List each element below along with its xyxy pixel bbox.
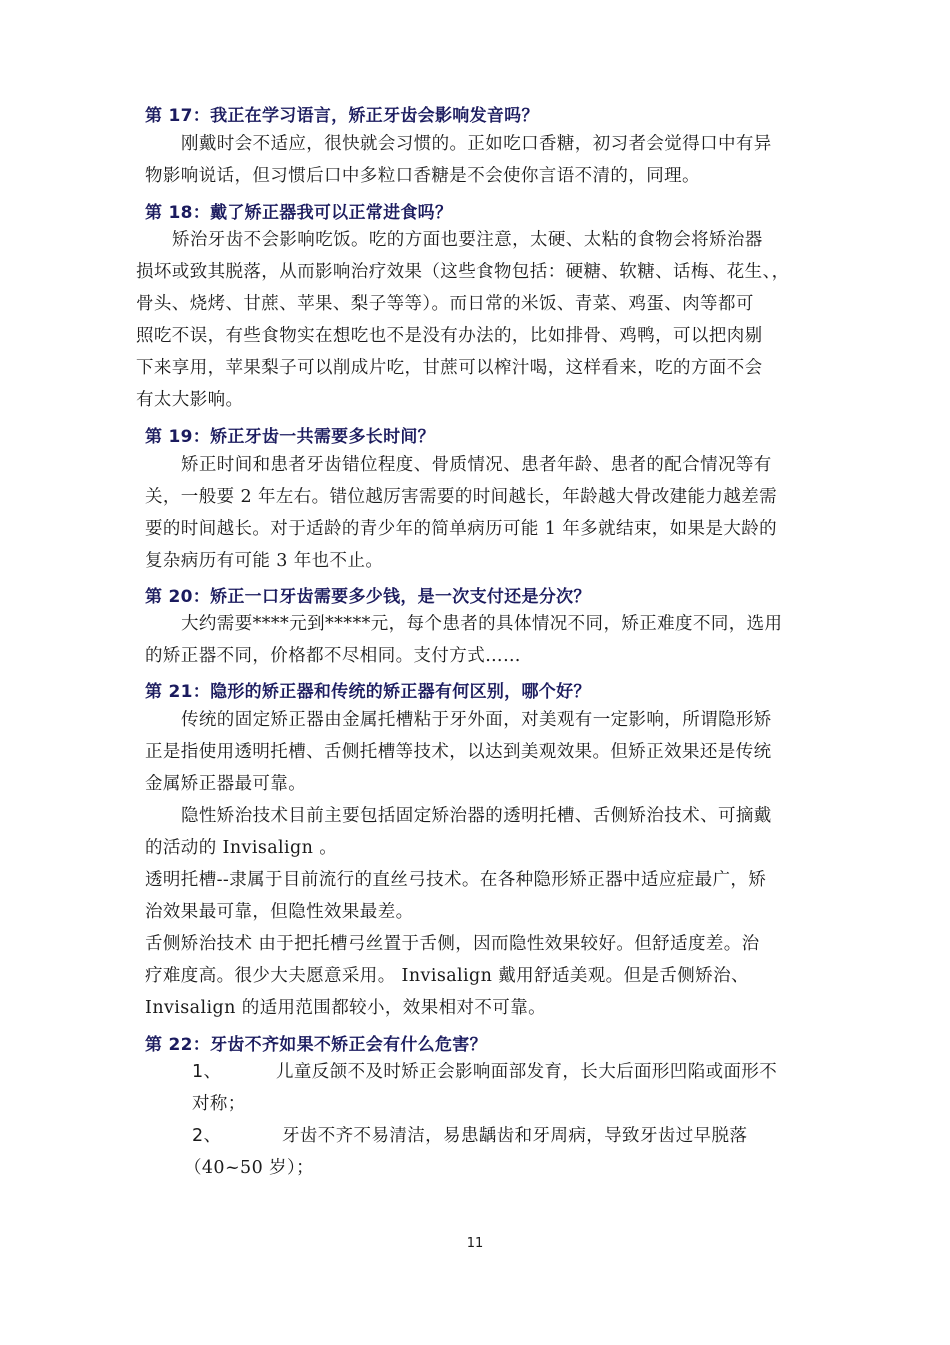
paragraph-q17	[145, 128, 772, 192]
list-text-continued: （40~50 岁）；	[184, 1158, 315, 1178]
text-line: 正是指使用透明托槽、舌侧托槽等技术，以达到美观效果。但矫正效果还是传统	[145, 742, 772, 762]
paragraph-q21-c	[145, 864, 766, 1024]
paragraph-q18	[136, 224, 790, 416]
heading-q22: 第 22：牙齿不齐如果不矫正会有什么危害？	[145, 1035, 487, 1055]
text-line: 金属矫正器最可靠。	[145, 774, 307, 794]
list-number: 2、	[192, 1126, 222, 1146]
text-line: 透明托槽--隶属于目前流行的直丝弓技术。在各种隐形矫正器中适应症最广，矫	[145, 870, 767, 890]
list-number: 1、	[192, 1062, 222, 1082]
text-line: 隐性矫治技术目前主要包括固定矫治器的透明托槽、舌侧矫治技术、可摘戴	[181, 806, 772, 826]
text-line: 疗难度高。很少大夫愿意采用。 Invisalign 戴用舒适美观。但是舌侧矫治、	[145, 966, 749, 986]
list-item	[184, 1120, 748, 1184]
heading-q21: 第 21：隐形的矫正器和传统的矫正器有何区别，哪个好？	[145, 682, 591, 702]
text-line: 复杂病历有可能 3 年也不止。	[145, 551, 384, 571]
heading-q20: 第 20：矫正一口牙齿需要多少钱，是一次支付还是分次？	[145, 587, 591, 607]
heading-q19: 第 19：矫正牙齿一共需要多长时间？	[145, 427, 435, 447]
list-text-continued: 对称；	[192, 1094, 246, 1114]
text-line: 大约需要****元到*****元，每个患者的具体情况不同，矫正难度不同，选用	[181, 614, 783, 634]
heading-q17: 第 17：我正在学习语言，矫正牙齿会影响发音吗？	[145, 106, 539, 126]
text-line: 照吃不误，有些食物实在想吃也不是没有办法的，比如排骨、鸡鸭，可以把肉剔	[136, 326, 763, 346]
text-line: 有太大影响。	[136, 390, 244, 410]
paragraph-q21-b	[145, 800, 772, 864]
text-line: 治效果最可靠，但隐性效果最差。	[145, 902, 414, 922]
text-line: 下来享用，苹果梨子可以削成片吃，甘蔗可以榨汁喝，这样看来，吃的方面不会	[136, 358, 763, 378]
text-line: 刚戴时会不适应，很快就会习惯的。正如吃口香糖，初习者会觉得口中有异	[181, 134, 772, 154]
list-text: 牙齿不齐不易清洁，易患龋齿和牙周病，导致牙齿过早脱落	[276, 1126, 748, 1146]
paragraph-q20	[145, 608, 782, 672]
paragraph-q21-a	[145, 704, 772, 800]
text-line: Invisalign 的适用范围都较小，效果相对不可靠。	[145, 998, 547, 1018]
text-line: 损坏或致其脱落，从而影响治疗效果（这些食物包括：硬糖、软糖、话梅、花生、，	[136, 262, 790, 282]
text-line: 关，一般要 2 年左右。错位越厉害需要的时间越长，年龄越大骨改建能力越差需	[145, 487, 778, 507]
list-item	[192, 1056, 777, 1120]
text-line: 骨头、烧烤、甘蔗、苹果、梨子等等）。而日常的米饭、青菜、鸡蛋、肉等都可	[136, 294, 754, 314]
text-line: 物影响说话，但习惯后口中多粒口香糖是不会使你言语不清的，同理。	[145, 166, 700, 186]
page-number: 11	[466, 1236, 484, 1251]
text-line: 舌侧矫治技术 由于把托槽弓丝置于舌侧，因而隐性效果较好。但舒适度差。治	[145, 934, 760, 954]
text-line: 矫治牙齿不会影响吃饭。吃的方面也要注意，太硬、太粘的食物会将矫治器	[172, 230, 763, 250]
text-line: 矫正时间和患者牙齿错位程度、骨质情况、患者年龄、患者的配合情况等有	[181, 455, 772, 475]
text-line: 的活动的 Invisalign 。	[145, 838, 338, 858]
text-line: 传统的固定矫正器由金属托槽粘于牙外面，对美观有一定影响，所谓隐形矫	[181, 710, 772, 730]
text-line: 的矫正器不同，价格都不尽相同。支付方式……	[145, 646, 521, 666]
heading-q18: 第 18：戴了矫正器我可以正常进食吗？	[145, 203, 453, 223]
list-text: 儿童反颌不及时矫正会影响面部发育，长大后面形凹陷或面形不	[276, 1062, 778, 1082]
paragraph-q19	[145, 449, 777, 577]
text-line: 要的时间越长。对于适龄的青少年的简单病历可能 1 年多就结束，如果是大龄的	[145, 519, 778, 539]
